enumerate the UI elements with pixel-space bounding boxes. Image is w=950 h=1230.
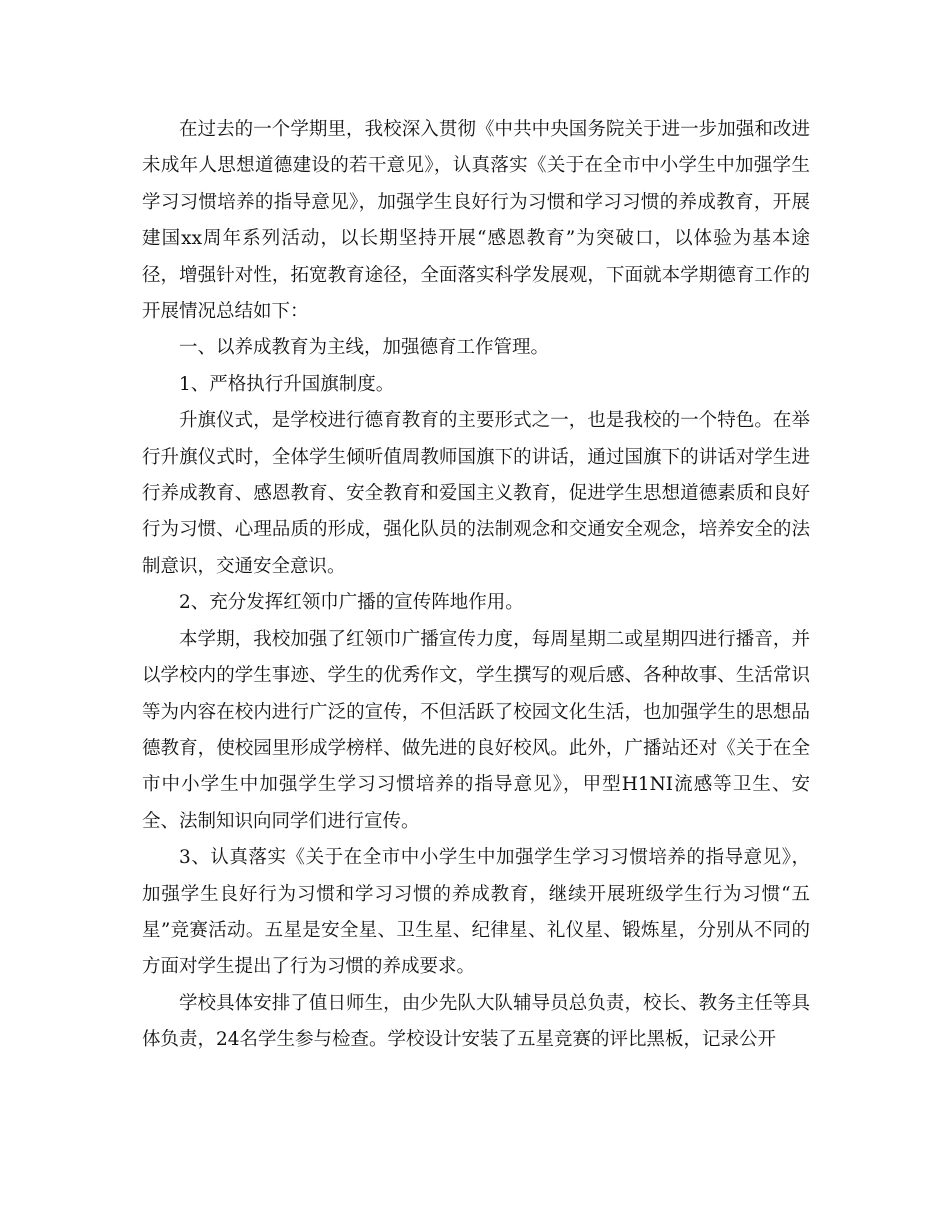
subheading-1: 1、严格执行升国旗制度。 [179,373,395,395]
paragraph-duty-arrangement: 学校具体安排了值日师生，由少先队大队辅导员总负责，校长、教务主任等具体负责，24名学生参与检查。学校设计安装了五星竞赛的评比黑板，记录公开 [142,992,810,1051]
paragraph-intro: 在过去的一个学期里，我校深入贯彻《中共中央国务院关于进一步加强和改进未成年人思想道德建设的若干意见》，认真落实《关于在全市中小学生中加强学生学习习惯培养的指导意见》，加强学生良好行为习惯和学习习惯的养成教育，开展建国xx周年系列活动，以长期坚持开展“感恩教育”为突破口，以体验为基本途径，增强针对性，拓宽教育途径，全面落实科学发展观，下面就本学期德育工作的开展情况总结如下： [142,119,810,323]
paragraph-broadcast: 本学期，我校加强了红领巾广播宣传力度，每周星期二或星期四进行播音，并以学校内的学生事迹、学生的优秀作文，学生撰写的观后感、各种故事、生活常识等为内容在校内进行广泛的宣传，不但活跃了校园文化生活，也加强学生的思想品德教育，使校园里形成学榜样、做先进的良好校风。此外，广播站还对《关于在全市中小学生中加强学生学习习惯培养的指导意见》，甲型H1NI流感等卫生、安全、法制知识向同学们进行宣传。 [142,628,810,832]
paragraph-five-star: 3、认真落实《关于在全市中小学生中加强学生学习习惯培养的指导意见》，加强学生良好行为习惯和学习习惯的养成教育，继续开展班级学生行为习惯“五星”竞赛活动。五星是安全星、卫生星、纪律星、礼仪星、锻炼星，分别从不同的方面对学生提出了行为习惯的养成要求。 [142,847,810,978]
paragraph-flag-ceremony: 升旗仪式，是学校进行德育教育的主要形式之一，也是我校的一个特色。在举行升旗仪式时，全体学生倾听值周教师国旗下的讲话，通过国旗下的讲话对学生进行养成教育、感恩教育、安全教育和爱国主义教育，促进学生思想道德素质和良好行为习惯、心理品质的形成，强化队员的法制观念和交通安全观念，培养安全的法制意识，交通安全意识。 [142,410,810,577]
section-heading-1: 一、以养成教育为主线，加强德育工作管理。 [179,337,550,359]
document-body [142,112,810,1059]
subheading-2: 2、充分发挥红领巾广播的宣传阵地作用。 [179,592,524,614]
